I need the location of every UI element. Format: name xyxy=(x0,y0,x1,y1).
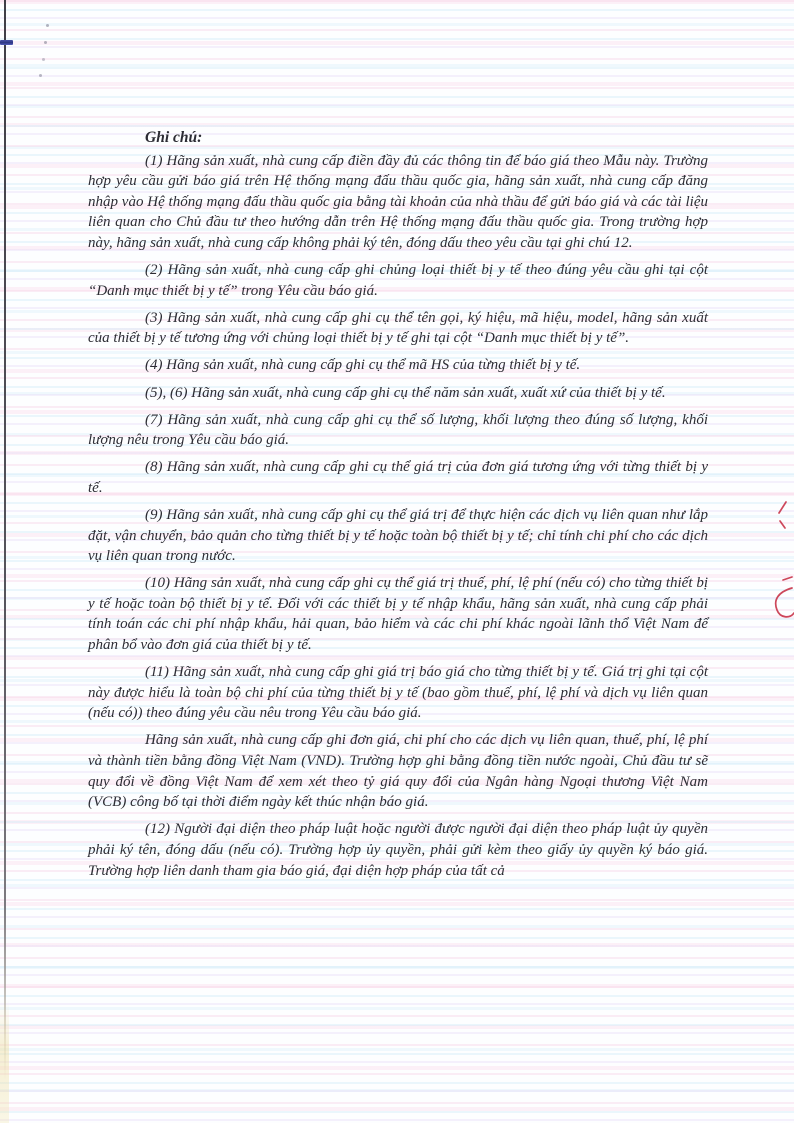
note-paragraph: (3) Hãng sản xuất, nhà cung cấp ghi cụ thể tên gọi, ký hiệu, mã hiệu, model, hãng sản xuất của thiết bị y tế tương ứng với chủng loại thiết bị y tế ghi tại cột “Danh mục thiết bị y tế”. xyxy=(88,309,708,347)
note-paragraph: (11) Hãng sản xuất, nhà cung cấp ghi giá trị báo giá cho từng thiết bị y tế. Giá trị ghi tại cột này được hiểu là toàn bộ chi phí của từng thiết bị y tế (bao gồm thuế, phí, lệ phí và dịch vụ liên quan (nếu có)) theo đúng yêu cầu nêu trong Yêu cầu báo giá. xyxy=(88,664,708,722)
left-edge-bottom-tint xyxy=(0,1000,9,1123)
staple-dot-marks xyxy=(0,0,3,3)
note-paragraph: (9) Hãng sản xuất, nhà cung cấp ghi cụ thể giá trị để thực hiện các dịch vụ liên quan như lắp đặt, vận chuyển, bảo quản cho từng thiết bị y tế hoặc toàn bộ thiết bị y tế; chỉ tính chi phí cho các dịch vụ liên quan trong nước. xyxy=(88,507,708,565)
note-paragraph: (8) Hãng sản xuất, nhà cung cấp ghi cụ thể giá trị của đơn giá tương ứng với từng thiết bị y tế. xyxy=(88,459,708,496)
note-paragraph: (10) Hãng sản xuất, nhà cung cấp ghi cụ thể giá trị thuế, phí, lệ phí (nếu có) cho từng thiết bị y tế hoặc toàn bộ thiết bị y tế. Đối với các thiết bị y tế nhập khẩu, hãng sản xuất, nhà cung cấp phải tính toán các chi phí nhập khẩu, hải quan, bảo hiểm và các chi phí khác ngoài lãnh thổ Việt Nam để phân bổ vào đơn giá của thiết bị y tế. xyxy=(88,575,708,654)
left-scan-edge-line xyxy=(4,0,6,1080)
note-paragraph: (1) Hãng sản xuất, nhà cung cấp điền đầy đủ các thông tin để báo giá theo Mẫu này. Trường hợp yêu cầu gửi báo giá trên Hệ thống mạng đấu thầu quốc gia, hãng sản xuất, nhà cung cấp đăng nhập vào Hệ thống mạng đấu thầu quốc gia bằng tài khoản của nhà thầu để gửi báo giá và các tài liệu liên quan cho Chủ đầu tư theo hướng dẫn trên Hệ thống mạng đấu thầu quốc gia. Trong trường hợp này, hãng sản xuất, nhà cung cấp không phải ký tên, đóng dấu theo yêu cầu tại ghi chú 12. xyxy=(88,152,708,251)
note-paragraph: Hãng sản xuất, nhà cung cấp ghi đơn giá, chi phí cho các dịch vụ liên quan, thuế, phí, lệ phí và thành tiền bằng đồng Việt Nam (VND). Trường hợp ghi bằng đồng tiền nước ngoài, Chủ đầu tư sẽ quy đổi về đồng Việt Nam để xem xét theo tỷ giá quy đổi của Ngân hàng Ngoại thương Việt Nam (VCB) công bố tại thời điểm ngày kết thúc nhận báo giá. xyxy=(88,732,708,811)
notes-section xyxy=(88,128,708,888)
red-curve-stroke xyxy=(776,588,794,617)
red-tick-stroke xyxy=(779,502,786,513)
red-dash-stroke xyxy=(783,577,792,580)
red-pen-marks xyxy=(762,488,794,633)
notes-heading: Ghi chú: xyxy=(145,129,203,146)
note-paragraph: (5), (6) Hãng sản xuất, nhà cung cấp ghi cụ thể năm sản xuất, xuất xứ của thiết bị y tế. xyxy=(145,384,666,401)
note-paragraph: (2) Hãng sản xuất, nhà cung cấp ghi chủng loại thiết bị y tế theo đúng yêu cầu ghi tại cột “Danh mục thiết bị y tế” trong Yêu cầu báo giá. xyxy=(88,262,708,299)
blue-ink-mark xyxy=(0,40,13,45)
note-paragraph: (4) Hãng sản xuất, nhà cung cấp ghi cụ thể mã HS của từng thiết bị y tế. xyxy=(145,357,581,374)
notes-paragraphs xyxy=(88,151,708,882)
note-paragraph: (12) Người đại diện theo pháp luật hoặc người được người đại diện theo pháp luật ủy quyền phải ký tên, đóng dấu (nếu có). Trường hợp ủy quyền, phải gửi kèm theo giấy ủy quyền ký báo giá. Trường hợp liên danh tham gia báo giá, đại diện hợp pháp của tất cả xyxy=(88,821,708,879)
red-comma-stroke xyxy=(780,521,785,528)
note-paragraph: (7) Hãng sản xuất, nhà cung cấp ghi cụ thể số lượng, khối lượng theo đúng số lượng, khối lượng nêu trong Yêu cầu báo giá. xyxy=(88,411,708,449)
